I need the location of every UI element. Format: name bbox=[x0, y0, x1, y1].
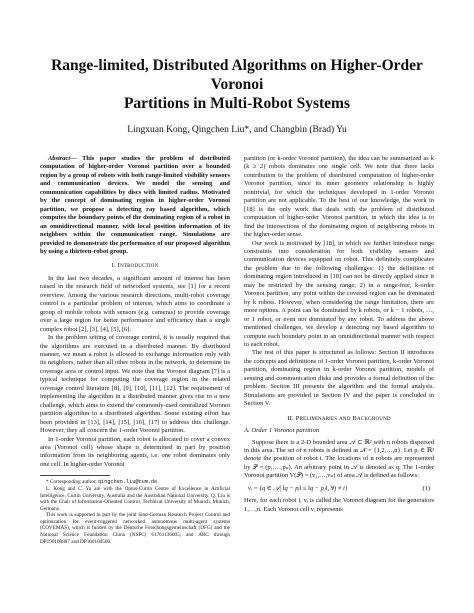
abstract bbox=[40, 155, 230, 256]
left-column bbox=[40, 155, 230, 545]
corresponding-email: qingchen.liu@tum.de bbox=[98, 479, 158, 486]
equation-1-number: (1) bbox=[422, 484, 430, 492]
prelim-paragraph-2: Here, for each robot i, vᵢ is called the Voronoi diagram for the generators 1,…,n. Each Voronoi cell vᵢ represents bbox=[244, 497, 434, 513]
prelim-paragraph-1: Suppose there is a 2-D bounded area 𝒜 ⊂ ℝ² with n robots dispersed in this area. The set of n robots is defined as 𝒩 = {1,2,…,n}. Let pᵢ ∈ ℝ² denote the position of robot i. The locations of n robots are represented by 𝒫 = (p₁,…,pₙ). An arbitrary point in 𝒜 is denoted as q. The 1-order Voronoi partition V(𝒫) = (v₁,…,vₙ) of area 𝒜 is defined as follows: bbox=[244, 438, 434, 480]
equation-1-body: vᵢ = {q ∈ 𝒜| ‖q − pᵢ‖ ≤ ‖q − pⱼ‖, ∀j ≠ i} bbox=[248, 484, 348, 492]
footnote-funding: This work is supported in part by the joint Sino-German Research Project Control and optimization for event-triggered networked autonomous multi-agent systems (COVEMAS), which is funded by the Deutsche Forschungsgemeinschaft (DFG) and the National Science Foundation China (NSFC) 61761136005, and ARC through DP190100887 and DP160104500. bbox=[40, 512, 230, 545]
intro-paragraph-6: The rest of this paper is structured as follows: Section II introduces the concepts and definitions of 1-order Voronoi partition, k-order Voronoi partition, dominating region in k-order Voronoi partition, models of sensing and communication disks and provides a formal definition of the problem. Section III presents the algorithm and the formal analysis. Simulations are provided in Section IV and the paper is concluded in Section V. bbox=[244, 349, 434, 408]
section-heading-preliminaries: II. Preliminaries and Background bbox=[287, 414, 391, 422]
intro-paragraph-5: Our work is motivated by [18], in which we further introduce range constraints into consideration for both visibility sensors and communication devices equipped on robot. This definitely complicates the problem due to the following challenges: 1) the definition of dominating region introduced in [18] can not be directly applied since it may be restricted by the sensing range; 2) in a range-free, k-order Voronoi partition, any point within the covered region can be dominated by k robots. However, when considering the range limitation, there are more options. A point can be dominated by k robots, or k − 1 robots, …, or 1 robot, or even not dominated by any robot. To address the above mentioned challenges, we develop a detecting ray based algorithm to compute each boundary point in an omnidirectional manner with respect to each robot. bbox=[244, 239, 434, 348]
footnote-rule bbox=[40, 475, 110, 476]
author-list: Lingxuan Kong, Qingchen Liu*, and Changbin (Brad) Yu bbox=[127, 125, 347, 135]
footnote-corresponding bbox=[40, 479, 230, 486]
intro-paragraph-4: partition (or k-order Voronoi partition), the idea can be summarized as k (k ≥ 2) robots dominates one single cell. We note that there lacks contribution to the problem of distributed computation of higher-order Voronoi partition, since its inner geometry relationship is highly nontrivial, for which the techniques developed in 1-order Voronoi partition are not applicable. To the best of our knowledge, the work in [18] is the only work that deals with the problem of distributed computation of higher-order Voronoi partition, in which the idea is to find the intersections of the dominating region of neighboring robots in the higher-order sense. bbox=[244, 155, 434, 239]
intro-paragraph-3: In 1-order Voronoi partition, each robot is allocated to cover a convex area (Voronoi cell) whose shape is determined in part by position information from its neighboring agents, i.e. one robot dominates only one cell. In higher-order Voronoi bbox=[40, 435, 230, 468]
paper-title bbox=[40, 56, 434, 113]
footnote-corresponding-prefix: * Corresponding author: bbox=[46, 479, 99, 486]
intro-paragraph-1: In the last two decades, a significant amount of interest has been raised in the research field of networked systems, see [1] for a recent overview. Among the various research directions, multi-robot coverage control is a particular problem of interest, which aims to coordinate a group of mobile robots with sensors (e.g. cameras) to provide coverage over a large region for better performance and efficiency than a single complex robot [2], [3], [4], [5], [6]. bbox=[40, 274, 230, 333]
footnotes bbox=[40, 479, 230, 545]
title-line-1: Range-limited, Distributed Algorithms on Higher-Order Voronoi bbox=[51, 57, 423, 93]
two-column-body bbox=[40, 155, 434, 545]
right-column bbox=[244, 155, 434, 545]
equation-1 bbox=[244, 485, 434, 493]
footnote-affiliations: L. Kong and C. Yu are with the Optus-Curtin Centre of Excellence in Artificial Intelligence, Curtin University, Australia and the Australian National University. Q. Liu is with the Chair of Information-Oriented Control, Technical University of Munich, Munich, Germany. bbox=[40, 485, 230, 512]
title-line-2: Partitions in Multi-Robot Systems bbox=[123, 95, 351, 112]
abstract-lead: Abstract bbox=[48, 155, 71, 162]
section-heading-introduction: I. Introduction bbox=[111, 262, 159, 270]
abstract-text: — This paper studies the problem of distributed computation of higher-order Voronoi partition over a bounded region by a group of robots with both range-limited visibility sensors and communication devices. We model the sensing and communication capabilities by discs with limited radius. Motivated by the concept of dominating region in higher-order Voronoi partition, we propose a detecting ray based algorithm, which computes the boundary points of the dominating region of a robot in an omnidirectional manner, with local position information of its neighbors within the communication range. Simulations are provided to demonstrate the performance of our proposed algorithm by using a thirteen-robot group. bbox=[40, 155, 230, 255]
intro-paragraph-2: In the problem setting of coverage control, it is usually required that the algorithms are executed in a distributed manner. By distributed manner, we mean a robot is allowed to exchange information only with its neighbors, rather than all other robots in the network, to determine its coverage area or control input. We note that the Voronoi diagram [7] is a typical technique for computing the coverage region in the related coverage control literature [8], [9], [10], [11], [12]. The requirement of implementing the algorithm in a distributed manner gives rise to a new challenge, which aims to extend the commonly-used centralized Voronoi partition algorithm to a distributed algorithm. Some existing effort has been provided in [13], [14], [15], [16], [17] to address this challenge. However, they all concern the 1-order Voronoi partition. bbox=[40, 334, 230, 435]
subsection-heading-order1: A. Order 1 Voronoi partition bbox=[244, 427, 320, 435]
